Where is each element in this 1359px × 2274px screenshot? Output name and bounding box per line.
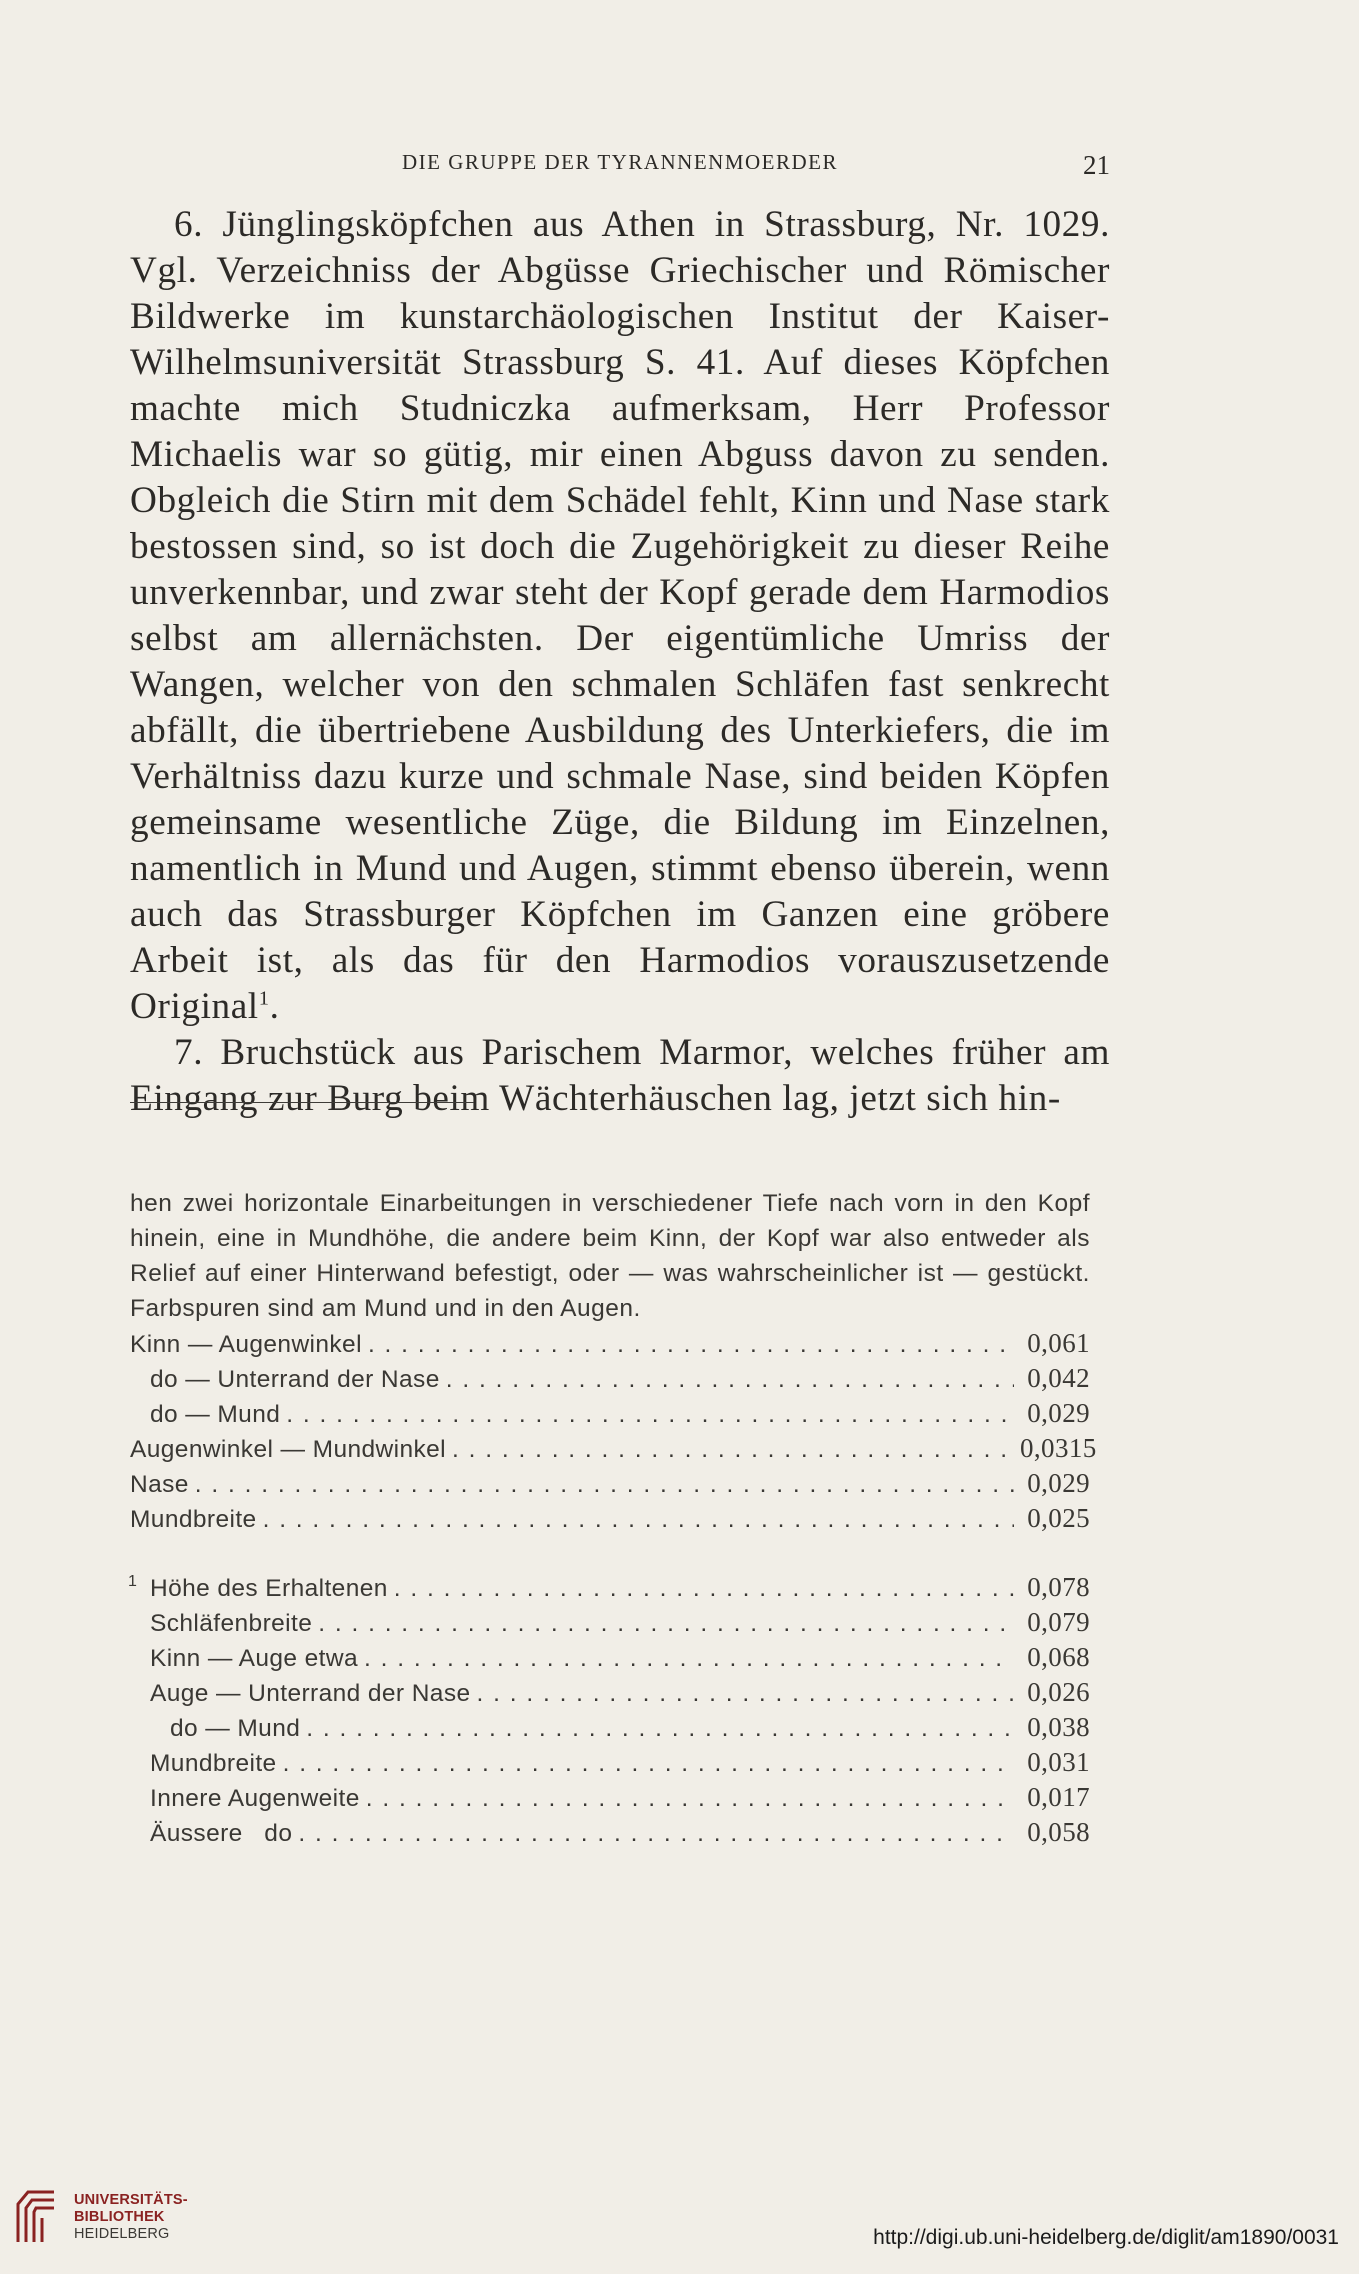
running-title: DIE GRUPPE DER TYRANNENMOERDER	[401, 150, 839, 174]
page-number: 21	[1083, 150, 1110, 180]
table-row	[128, 1570, 1090, 1605]
row-value: 0,029	[1027, 1468, 1090, 1498]
table-row	[150, 1675, 1090, 1710]
dot-leader	[298, 1816, 1014, 1851]
running-head	[130, 150, 1110, 190]
dot-leader	[283, 1746, 1014, 1781]
row-label: Auge — Unterrand der Nase	[150, 1680, 471, 1707]
row-value: 0,058	[1027, 1817, 1090, 1847]
table-row	[130, 1501, 1090, 1536]
row-label: Äussere do	[150, 1820, 293, 1847]
library-logo-icon	[14, 2188, 62, 2246]
paragraph-6-end: .	[269, 986, 280, 1027]
table-row	[150, 1815, 1090, 1850]
dot-leader	[286, 1397, 1014, 1432]
table-row	[130, 1431, 1097, 1466]
row-value: 0,029	[1027, 1398, 1090, 1428]
row-value: 0,068	[1027, 1642, 1090, 1672]
measurement-table-1	[130, 1326, 1097, 1536]
row-label: Innere Augenweite	[150, 1785, 360, 1812]
row-label: Mundbreite	[150, 1750, 277, 1777]
row-value: 0,017	[1027, 1782, 1090, 1812]
row-label: Nase	[130, 1471, 189, 1498]
row-value: 0,061	[1027, 1328, 1090, 1358]
dot-leader	[366, 1781, 1014, 1816]
library-logo-block[interactable]	[14, 2188, 188, 2246]
dot-leader	[446, 1362, 1014, 1397]
row-label: do — Unterrand der Nase	[150, 1366, 440, 1393]
row-label: Kinn — Augenwinkel	[130, 1331, 362, 1358]
row-value: 0,038	[1027, 1712, 1090, 1742]
footnote-rule	[130, 1102, 474, 1103]
library-name	[74, 2192, 188, 2243]
table-row	[150, 1780, 1090, 1815]
footnote-marker-1: 1	[128, 1573, 138, 1590]
library-line-1: UNIVERSITÄTS-	[74, 2191, 188, 2208]
row-label: do — Mund	[150, 1401, 281, 1428]
table-row	[130, 1396, 1090, 1431]
source-url-link[interactable]: http://digi.ub.uni-heidelberg.de/diglit/am1890/0031	[873, 2226, 1339, 2249]
dot-leader	[477, 1676, 1015, 1711]
table-row	[150, 1745, 1090, 1780]
main-text	[130, 202, 1110, 1122]
table-row	[150, 1640, 1090, 1675]
measurement-table-2	[128, 1570, 1090, 1850]
table-row	[130, 1361, 1090, 1396]
footnote-continuation: hen zwei horizontale Einarbeitungen in verschiedener Tiefe nach vorn in den Kopf hinein, eine in Mundhöhe, die andere beim Kinn, der Kopf war also entweder als Relief auf einer Hinterwand befestigt, oder — was wahrscheinlicher ist — gestückt. Farbspuren sind am Mund und in den Augen.	[130, 1190, 1090, 1322]
row-label: Augenwinkel — Mundwinkel	[130, 1436, 447, 1463]
footnote-ref-1[interactable]: 1	[258, 987, 270, 1010]
dot-leader	[394, 1571, 1014, 1606]
dot-leader	[263, 1502, 1014, 1537]
library-line-2: BIBLIOTHEK	[74, 2208, 165, 2225]
row-value: 0,079	[1027, 1607, 1090, 1637]
paragraph-6	[130, 202, 1110, 1030]
library-line-3: HEIDELBERG	[74, 2225, 170, 2242]
dot-leader	[368, 1327, 1014, 1362]
row-label: Mundbreite	[130, 1506, 257, 1533]
row-value: 0,0315	[1020, 1433, 1097, 1463]
dot-leader	[452, 1432, 1014, 1467]
paragraph-6-text: 6. Jünglingsköpfchen aus Athen in Strassburg, Nr. 1029. Vgl. Verzeichniss der Abgüsse Griechischer und Römischer Bildwerke im kunstarchäologischen Institut der Kaiser-Wilhelmsuniversität Strassburg S. 41. Auf dieses Köpfchen machte mich Studniczka aufmerksam, Herr Professor Michaelis war so gütig, mir einen Abguss davon zu senden. Obgleich die Stirn mit dem Schädel fehlt, Kinn und Nase stark bestossen sind, so ist doch die Zugehörigkeit zu dieser Reihe unverkennbar, und zwar steht der Kopf gerade dem Harmodios selbst am allernächsten. Der eigentümliche Umriss der Wangen, welcher von den schmalen Schläfen fast senkrecht abfällt, die übertriebene Ausbildung des Unterkiefers, die im Verhältniss dazu kurze und schmale Nase, sind beiden Köpfen gemeinsame wesentliche Züge, die Bildung im Einzelnen, namentlich in Mund und Augen, stimmt ebenso überein, wenn auch das Strassburger Köpfchen im Ganzen eine gröbere Arbeit ist, als das für den Harmodios vorauszusetzende Original	[130, 204, 1110, 1027]
dot-leader	[306, 1711, 1014, 1746]
row-value: 0,078	[1027, 1572, 1090, 1602]
row-label: do — Mund	[170, 1715, 301, 1742]
table-row	[130, 1326, 1090, 1361]
dot-leader	[195, 1467, 1014, 1502]
table-row	[130, 1466, 1090, 1501]
table-row	[150, 1710, 1090, 1745]
dot-leader	[364, 1641, 1014, 1676]
row-value: 0,026	[1027, 1677, 1090, 1707]
row-label: Kinn — Auge etwa	[150, 1645, 358, 1672]
row-label: Schläfenbreite	[150, 1610, 313, 1637]
row-value: 0,031	[1027, 1747, 1090, 1777]
paragraph-7: 7. Bruchstück aus Parischem Marmor, welches früher am Eingang zur Burg beim Wächterhäuschen lag, jetzt sich hin-	[130, 1032, 1110, 1119]
table-row	[150, 1605, 1090, 1640]
row-label: Höhe des Erhaltenen	[150, 1575, 388, 1602]
dot-leader	[318, 1606, 1014, 1641]
row-value: 0,025	[1027, 1503, 1090, 1533]
row-value: 0,042	[1027, 1363, 1090, 1393]
